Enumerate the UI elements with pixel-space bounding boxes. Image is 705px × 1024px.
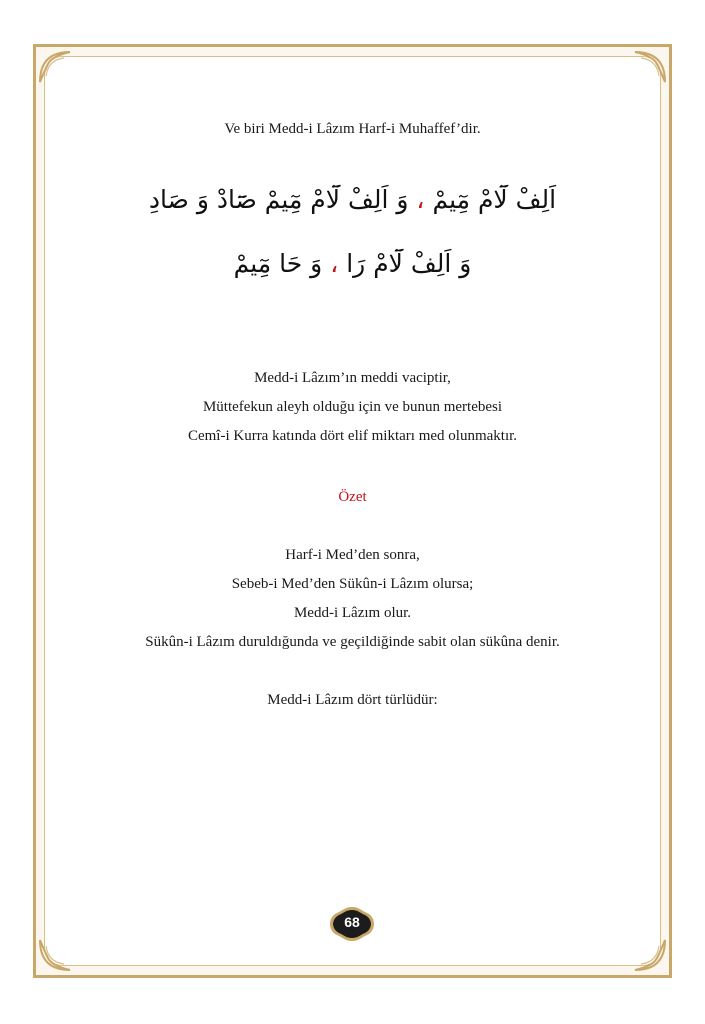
paragraph-line: Cemî-i Kurra katında dört elif miktarı med olunmaktır. bbox=[187, 428, 518, 444]
paragraph-line: Sebeb-i Med’den Sükûn-i Lâzım olursa; bbox=[231, 576, 474, 592]
arabic-text: وَ اَلِفْ لَٓامْ رَا bbox=[346, 249, 472, 278]
arabic-separator: ، bbox=[330, 249, 339, 278]
arabic-text: وَ صَادِ bbox=[148, 185, 209, 214]
heading-line: Ve biri Medd-i Lâzım Harf-i Muhaffef’dir. bbox=[224, 121, 481, 137]
arabic-text: وَ اَلِفْ لَٓامْ مِٓيمْ صَٓادْ bbox=[216, 185, 409, 214]
closing-line: Medd-i Lâzım dört türlüdür: bbox=[267, 692, 438, 708]
paragraph-line: Medd-i Lâzım’ın meddi vaciptir, bbox=[254, 370, 451, 386]
paragraph-line: Sükûn-i Lâzım duruldığunda ve geçildiğinde sabit olan sükûna denir. bbox=[145, 634, 560, 650]
arabic-separator: ، bbox=[416, 185, 425, 214]
arabic-text: وَ حَا مِٓيمْ bbox=[233, 249, 323, 278]
page-number: 68 bbox=[344, 914, 360, 930]
page-content bbox=[60, 0, 645, 1024]
page-number-badge bbox=[329, 906, 375, 942]
paragraph-line: Harf-i Med’den sonra, bbox=[285, 547, 420, 563]
summary-title: Özet bbox=[338, 489, 367, 505]
arabic-line-1 bbox=[60, 182, 645, 218]
paragraph-line: Medd-i Lâzım olur. bbox=[293, 605, 412, 621]
arabic-text: اَلِفْ لَٓامْ مِٓيمْ bbox=[432, 185, 557, 214]
arabic-line-2 bbox=[60, 246, 645, 282]
paragraph-line: Müttefekun aleyh olduğu için ve bunun mertebesi bbox=[202, 399, 503, 415]
